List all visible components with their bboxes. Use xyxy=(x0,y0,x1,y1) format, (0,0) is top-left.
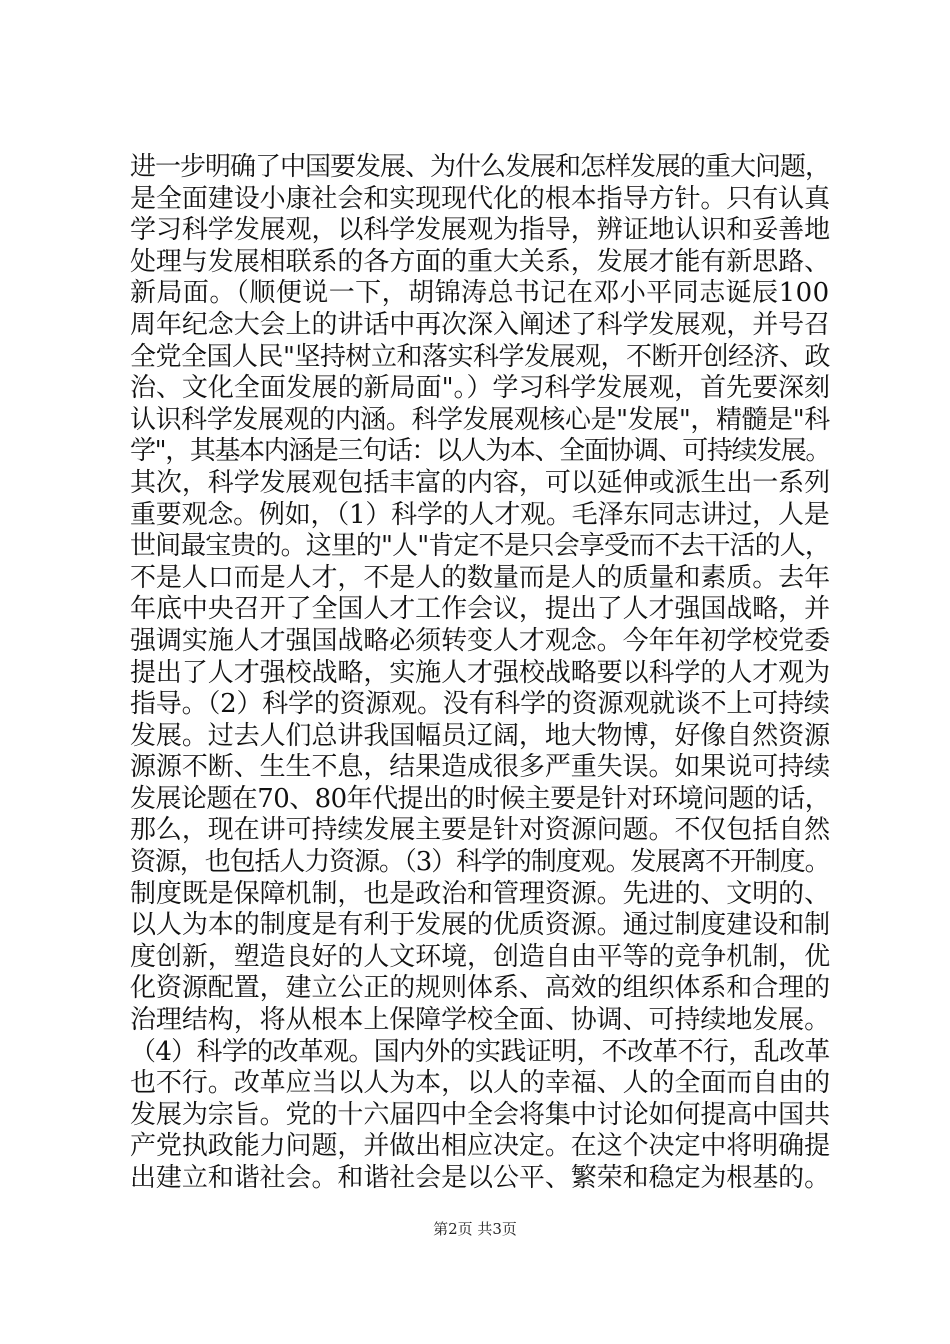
text-line: 处理与发展相联系的各方面的重大关系，发展才能有新思路、 xyxy=(130,246,831,277)
text-line: 学习科学发展观，以科学发展观为指导，辨证地认识和妥善地 xyxy=(130,215,831,246)
text-line: 认识科学发展观的内涵。科学发展观核心是"发展"，精髓是"科 xyxy=(130,404,830,435)
text-line: 以人为本的制度是有利于发展的优质资源。通过制度建设和制 xyxy=(130,910,831,941)
text-line: 度创新，塑造良好的人文环境，创造自由平等的竞争机制，优 xyxy=(130,941,831,972)
text-line: 发展论题在70、80年代提出的时候主要是针对环境问题的话， xyxy=(130,783,831,814)
text-line: 提出了人才强校战略，实施人才强校战略要以科学的人才观为 xyxy=(130,657,831,688)
text-line: 不是人口而是人才，不是人的数量而是人的质量和素质。去年 xyxy=(130,562,831,593)
text-line: （4）科学的改革观。国内外的实践证明，不改革不行，乱改革 xyxy=(130,1036,830,1067)
body-text xyxy=(130,152,830,1195)
text-line: 产党执政能力问题，并做出相应决定。在这个决定中将明确提 xyxy=(130,1131,831,1162)
text-line: 强调实施人才强国战略必须转变人才观念。今年年初学校党委 xyxy=(130,625,831,656)
text-line: 全党全国人民"坚持树立和落实科学发展观，不断开创经济、政 xyxy=(130,341,830,372)
page-footer: 第2页 共3页 xyxy=(433,1220,517,1238)
text-line: 出建立和谐社会。和谐社会是以公平、繁荣和稳定为根基的。 xyxy=(130,1163,831,1193)
text-line: 进一步明确了中国要发展、为什么发展和怎样发展的重大问题， xyxy=(130,152,831,182)
text-line: 发展。过去人们总讲我国幅员辽阔，地大物博，好像自然资源 xyxy=(130,720,831,751)
text-line: 制度既是保障机制，也是政治和管理资源。先进的、文明的、 xyxy=(130,878,831,909)
text-line: 化资源配置，建立公正的规则体系、高效的组织体系和合理的 xyxy=(130,973,831,1004)
text-line: 指导。（2）科学的资源观。没有科学的资源观就谈不上可持续 xyxy=(130,689,830,720)
text-line: 周年纪念大会上的讲话中再次深入阐述了科学发展观，并号召 xyxy=(130,309,831,340)
text-line: 年底中央召开了全国人才工作会议，提出了人才强国战略，并 xyxy=(130,594,831,625)
text-line: 是全面建设小康社会和实现现代化的根本指导方针。只有认真 xyxy=(130,183,831,214)
text-line: 发展为宗旨。党的十六届四中全会将集中讨论如何提高中国共 xyxy=(130,1099,831,1130)
text-line: 新局面。（顺便说一下，胡锦涛总书记在邓小平同志诞辰100 xyxy=(130,278,830,309)
text-line: 治理结构，将从根本上保障学校全面、协调、可持续地发展。 xyxy=(130,1005,831,1036)
text-line: 资源，也包括人力资源。（3）科学的制度观。发展离不开制度。 xyxy=(130,847,830,878)
text-line: 源源不断、生生不息，结果造成很多严重失误。如果说可持续 xyxy=(130,752,831,783)
text-line: 重要观念。例如，（1）科学的人才观。毛泽东同志讲过，人是 xyxy=(130,499,830,530)
text-line: 那么，现在讲可持续发展主要是针对资源问题。不仅包括自然 xyxy=(130,815,831,846)
text-line: 其次，科学发展观包括丰富的内容，可以延伸或派生出一系列 xyxy=(130,467,831,498)
text-line: 学"，其基本内涵是三句话：以人为本、全面协调、可持续发展。 xyxy=(130,436,830,467)
text-line: 治、文化全面发展的新局面"。）学习科学发展观，首先要深刻 xyxy=(130,373,830,404)
text-line: 也不行。改革应当以人为本，以人的幸福、人的全面而自由的 xyxy=(130,1068,831,1099)
text-line: 世间最宝贵的。这里的"人"肯定不是只会享受而不去干活的人， xyxy=(130,531,830,562)
